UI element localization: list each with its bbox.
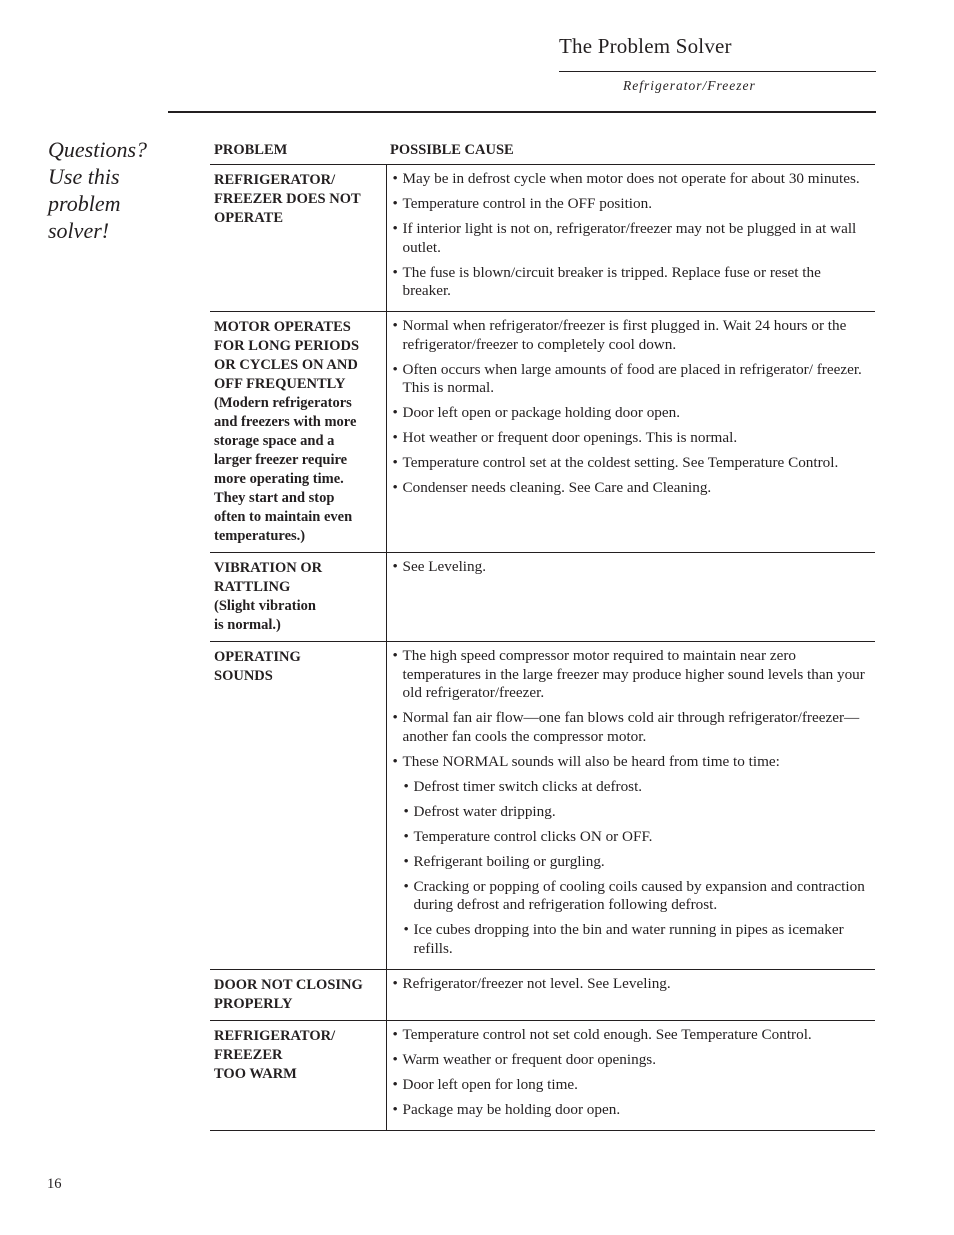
table-body — [210, 165, 875, 1131]
cause-item: • Often occurs when large amounts of food are placed in refrigerator/ freezer. This is normal. — [393, 361, 872, 398]
problem-cell — [210, 642, 386, 970]
header-divider — [168, 111, 876, 113]
page-title: The Problem Solver — [559, 34, 732, 58]
problem-label-line: FREEZER — [214, 1046, 283, 1063]
problem-label-line: PROPERLY — [214, 995, 293, 1012]
cause-item: • The fuse is blown/circuit breaker is tripped. Replace fuse or reset the breaker. — [393, 264, 872, 301]
problem-label-line: OFF FREQUENTLY — [214, 376, 346, 393]
column-header-problem: PROBLEM — [210, 140, 386, 165]
cause-cell — [386, 312, 875, 553]
problem-label-line: VIBRATION OR — [214, 560, 323, 577]
cause-item: • Package may be holding door open. — [393, 1101, 872, 1120]
cause-item: • Door left open or package holding door open. — [393, 404, 872, 423]
side-heading-line: problem — [48, 191, 121, 216]
problem-label-line: MOTOR OPERATES — [214, 319, 351, 336]
cause-cell — [386, 969, 875, 1020]
problem-label-line: FREEZER DOES NOT — [214, 191, 361, 207]
cause-cell — [386, 642, 875, 970]
cause-item: • Temperature control in the OFF position. — [393, 195, 872, 214]
cause-list — [393, 1026, 872, 1120]
problem-label-line: REFRIGERATOR/ — [214, 1027, 336, 1044]
problem-label-line: OPERATING — [214, 649, 301, 666]
cause-sub-item: • Defrost timer switch clicks at defrost. — [404, 778, 872, 797]
cause-sub-item: • Temperature control clicks ON or OFF. — [404, 828, 872, 847]
cause-item: • Door left open for long time. — [393, 1076, 872, 1095]
cause-item: • Warm weather or frequent door openings. — [393, 1051, 872, 1070]
table-row — [210, 553, 875, 642]
cause-sub-item: • Cracking or popping of cooling coils caused by expansion and contraction during defrost and refrigeration following defrost. — [404, 878, 872, 915]
cause-item: • If interior light is not on, refrigerator/freezer may not be plugged in at wall outlet. — [393, 220, 872, 257]
problem-label-line: larger freezer require — [214, 452, 348, 469]
table-row — [210, 165, 875, 312]
cause-sub-item: • Refrigerant boiling or gurgling. — [404, 853, 872, 872]
table-row — [210, 1020, 875, 1130]
cause-item: • May be in defrost cycle when motor does not operate for about 30 minutes. — [393, 170, 872, 189]
problem-cell — [210, 1020, 386, 1130]
table-row — [210, 969, 875, 1020]
side-heading-line: Use this — [48, 164, 120, 189]
problem-label-line: SOUNDS — [214, 668, 273, 685]
problem-label-line: (Slight vibration — [214, 598, 316, 615]
cause-list — [393, 647, 872, 958]
cause-cell — [386, 1020, 875, 1130]
problem-label-line: (Modern refrigerators — [214, 395, 352, 412]
cause-item: • See Leveling. — [393, 558, 872, 577]
problem-label-line: DOOR NOT CLOSING — [214, 976, 363, 993]
page-number: 16 — [47, 1176, 62, 1192]
cause-item: • Temperature control set at the coldest setting. See Temperature Control. — [393, 454, 872, 473]
cause-item: • The high speed compressor motor required to maintain near zero temperatures in the large freezer may produce higher sound levels than your old refrigerator/freezer. — [393, 647, 872, 703]
cause-item: • Normal fan air flow—one fan blows cold air through refrigerator/freezer—another fan cools the compressor motor. — [393, 709, 872, 746]
problem-label-line: They start and stop — [214, 490, 335, 507]
cause-list — [393, 558, 872, 577]
title-divider — [559, 71, 876, 72]
problem-label-line: more operating time. — [214, 471, 344, 488]
cause-item: • Normal when refrigerator/freezer is first plugged in. Wait 24 hours or the refrigerator/freezer to completely cool down. — [393, 317, 872, 354]
problem-label-line: OR CYCLES ON AND — [214, 357, 358, 374]
cause-item: • These NORMAL sounds will also be heard from time to time: — [393, 753, 872, 772]
problem-label-line: FOR LONG PERIODS — [214, 338, 360, 355]
cause-sub-item: • Ice cubes dropping into the bin and water running in pipes as icemaker refills. — [404, 921, 872, 958]
problem-cell — [210, 312, 386, 553]
problem-cell — [210, 165, 386, 312]
cause-sub-item: • Defrost water dripping. — [404, 803, 872, 822]
table-header-row — [210, 140, 875, 165]
side-heading — [48, 136, 168, 244]
problem-label-line: TOO WARM — [214, 1065, 297, 1082]
cause-item: • Temperature control not set cold enough. See Temperature Control. — [393, 1026, 872, 1045]
cause-item: • Refrigerator/freezer not level. See Leveling. — [393, 975, 872, 994]
problem-label-line: storage space and a — [214, 433, 335, 450]
problem-label-line: and freezers with more — [214, 414, 357, 431]
problem-label-line: temperatures.) — [214, 528, 306, 545]
problem-label-line: is normal.) — [214, 617, 281, 634]
cause-item: • Condenser needs cleaning. See Care and Cleaning. — [393, 479, 872, 498]
cause-item: • Hot weather or frequent door openings. This is normal. — [393, 429, 872, 448]
table-row — [210, 642, 875, 970]
problem-label-line: REFRIGERATOR/ — [214, 172, 336, 188]
cause-list — [393, 317, 872, 498]
cause-cell — [386, 553, 875, 642]
column-header-cause: POSSIBLE CAUSE — [386, 140, 875, 165]
problem-cell — [210, 969, 386, 1020]
cause-list — [393, 170, 872, 301]
table-row — [210, 312, 875, 553]
side-heading-line: Questions? — [48, 137, 147, 162]
problem-label-line: RATTLING — [214, 579, 291, 596]
cause-cell — [386, 165, 875, 312]
page-subtitle: Refrigerator/Freezer — [623, 78, 756, 93]
problem-label-line: OPERATE — [214, 210, 284, 226]
problem-solver-table — [210, 140, 875, 1131]
problem-label-line: often to maintain even — [214, 509, 353, 526]
cause-list — [393, 975, 872, 994]
problem-cell — [210, 553, 386, 642]
side-heading-line: solver! — [48, 218, 110, 243]
